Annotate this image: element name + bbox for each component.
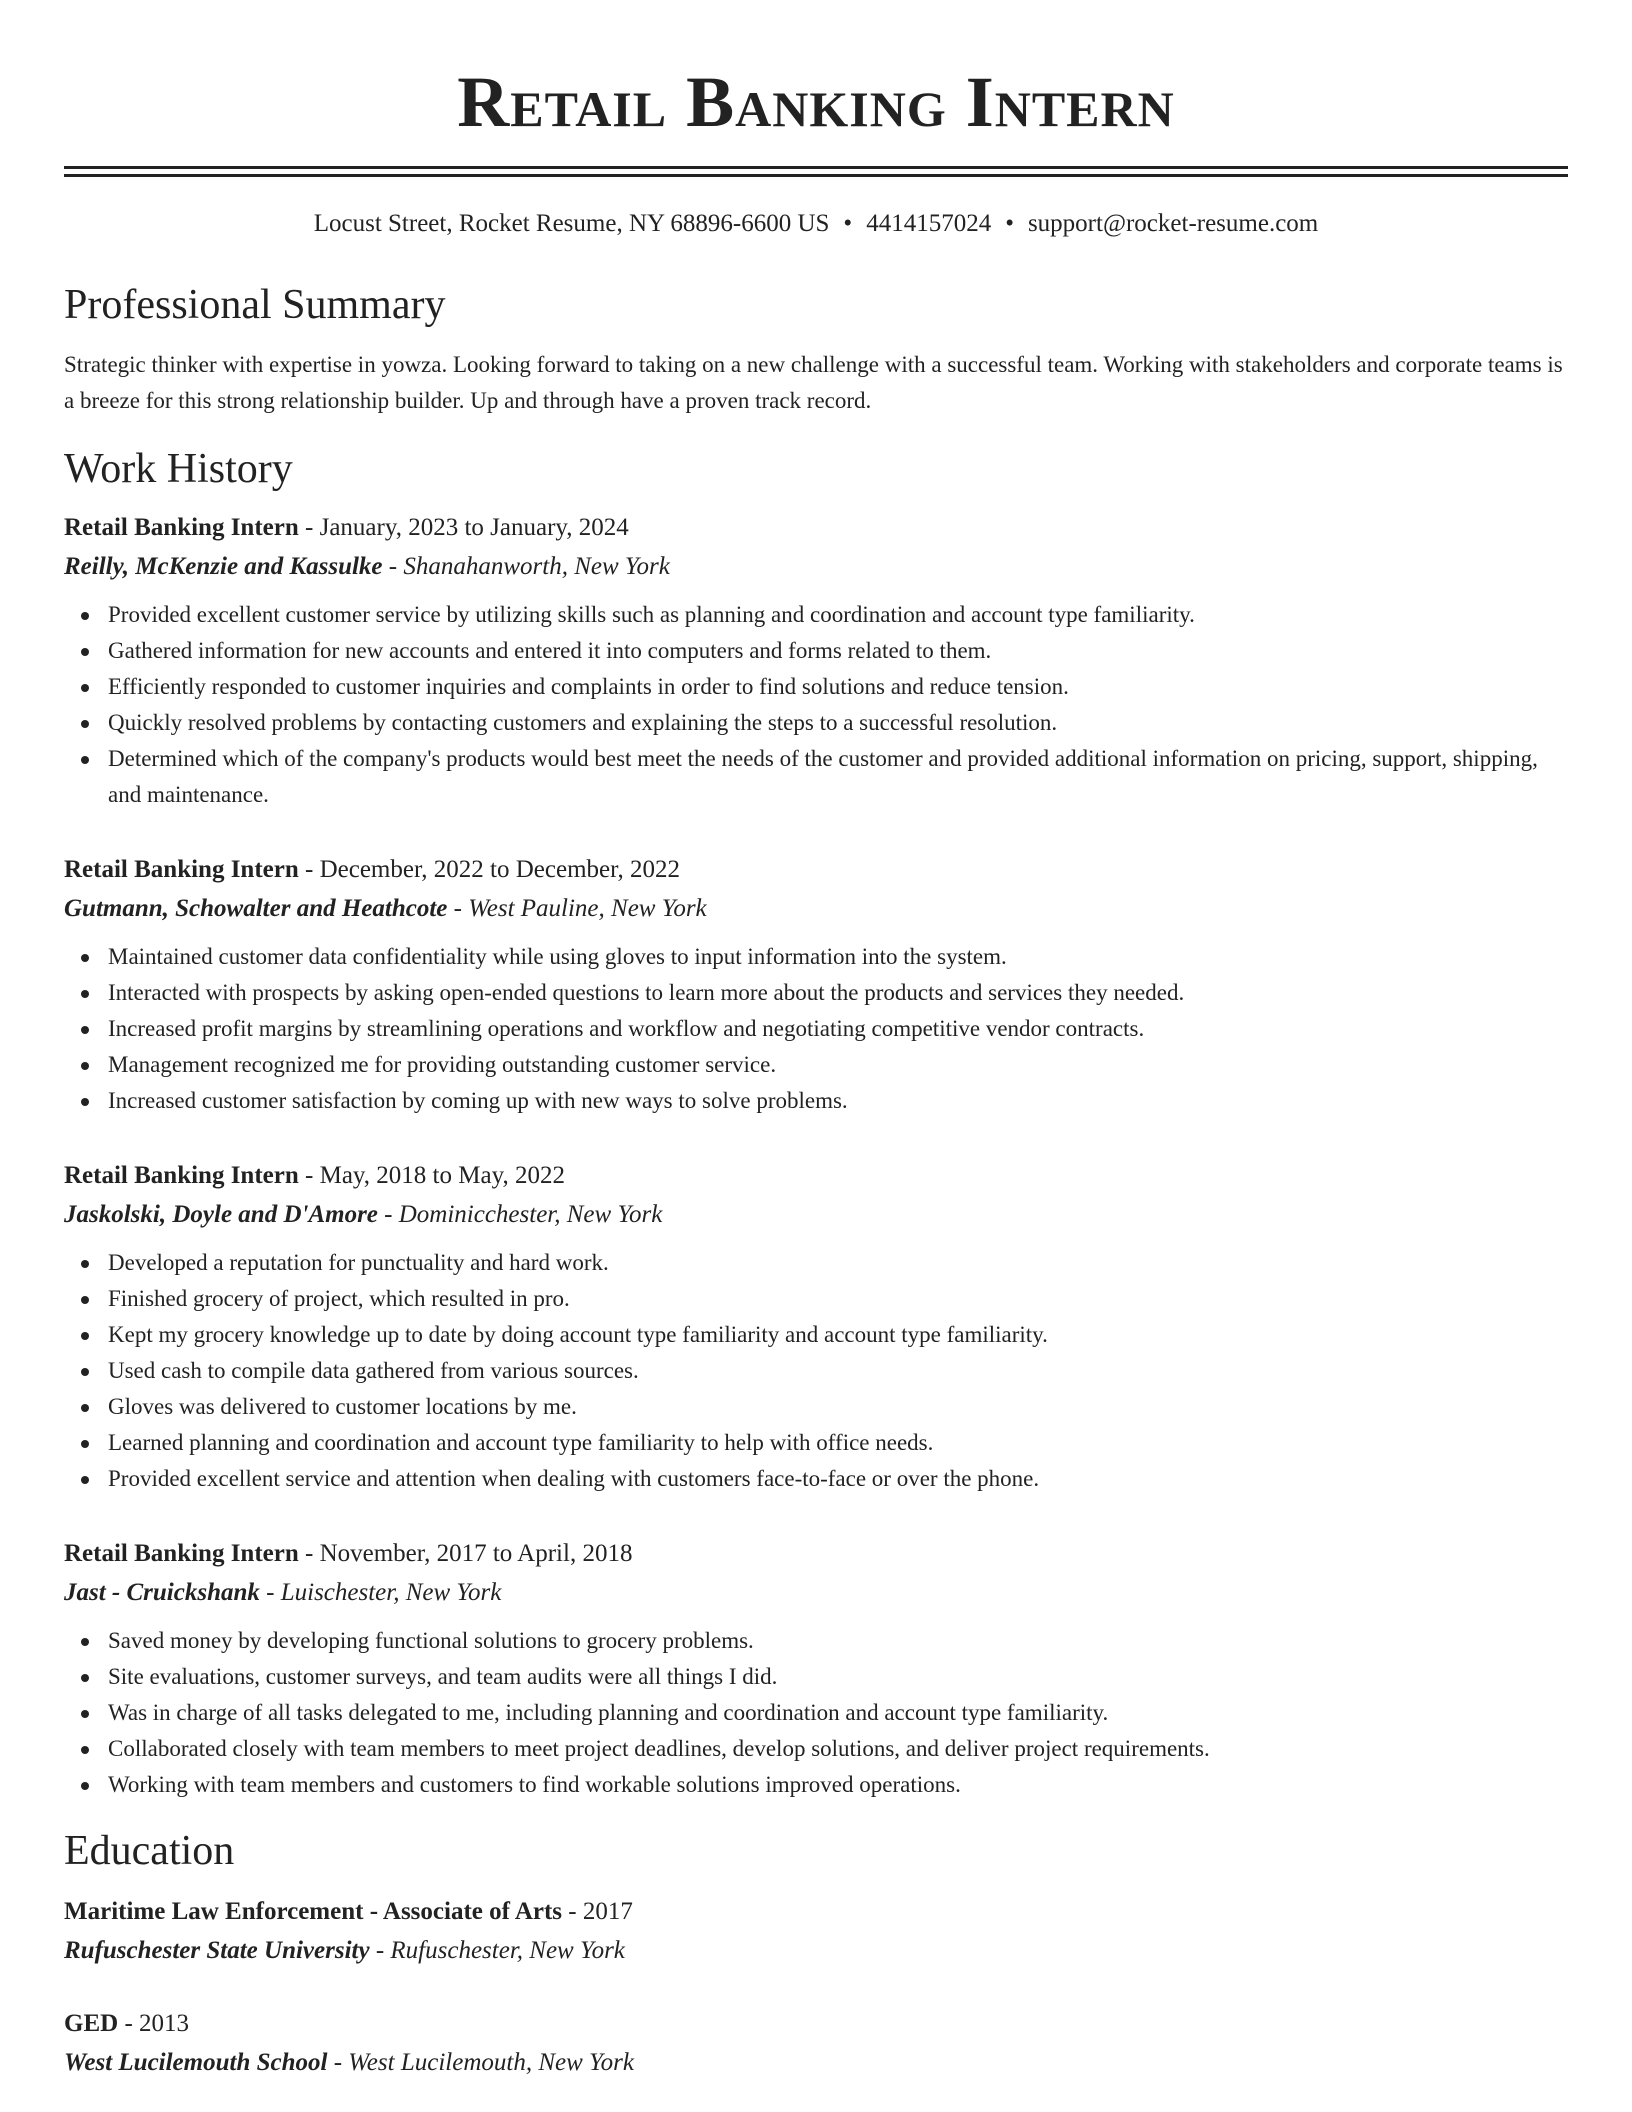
list-item: Efficiently responded to customer inquiries and complaints in order to find solutions and reduce tension. bbox=[108, 669, 1568, 705]
job-employer bbox=[64, 889, 1568, 929]
job-dates: - May, 2018 to May, 2022 bbox=[298, 1162, 565, 1189]
contact-separator: • bbox=[1005, 210, 1014, 237]
job-location: - Shanahanworth, New York bbox=[382, 553, 670, 580]
education-header bbox=[64, 1893, 1568, 1931]
list-item: Working with team members and customers to find workable solutions improved operations. bbox=[108, 1767, 1568, 1803]
list-item: Management recognized me for providing outstanding customer service. bbox=[108, 1047, 1568, 1083]
job-entry bbox=[64, 1535, 1568, 1803]
list-item: Developed a reputation for punctuality and hard work. bbox=[108, 1245, 1568, 1281]
list-item: Was in charge of all tasks delegated to me, including planning and coordination and account type familiarity. bbox=[108, 1695, 1568, 1731]
list-item: Site evaluations, customer surveys, and team audits were all things I did. bbox=[108, 1659, 1568, 1695]
job-entry bbox=[64, 509, 1568, 813]
list-item: Learned planning and coordination and account type familiarity to help with office needs. bbox=[108, 1425, 1568, 1461]
list-item: Saved money by developing functional solutions to grocery problems. bbox=[108, 1623, 1568, 1659]
job-header bbox=[64, 1157, 1568, 1195]
education-year: - 2013 bbox=[118, 2010, 190, 2037]
job-location: - Dominicchester, New York bbox=[377, 1201, 663, 1228]
job-employer bbox=[64, 547, 1568, 587]
job-position: Retail Banking Intern bbox=[64, 1162, 299, 1189]
job-dates: - January, 2023 to January, 2024 bbox=[298, 514, 629, 541]
education-school: Rufuschester State University bbox=[64, 1937, 370, 1964]
education-school: West Lucilemouth School bbox=[64, 2049, 328, 2076]
list-item: Finished grocery of project, which resulted in pro. bbox=[108, 1281, 1568, 1317]
education-year: - 2017 bbox=[562, 1898, 633, 1925]
list-item: Kept my grocery knowledge up to date by doing account type familiarity and account type familiarity. bbox=[108, 1317, 1568, 1353]
contact-phone: 4414157024 bbox=[866, 210, 992, 237]
job-entry bbox=[64, 851, 1568, 1119]
job-header bbox=[64, 509, 1568, 547]
education-entry bbox=[64, 2005, 1568, 2083]
list-item: Used cash to compile data gathered from various sources. bbox=[108, 1353, 1568, 1389]
job-position: Retail Banking Intern bbox=[64, 514, 299, 541]
job-location: - Luischester, New York bbox=[259, 1579, 502, 1606]
education-location: - West Lucilemouth, New York bbox=[327, 2049, 634, 2076]
header-double-rule bbox=[64, 166, 1568, 177]
contact-email: support@rocket-resume.com bbox=[1027, 210, 1319, 237]
job-bullets bbox=[64, 597, 1568, 813]
job-employer bbox=[64, 1195, 1568, 1235]
job-bullets bbox=[64, 1623, 1568, 1803]
job-bullets bbox=[64, 939, 1568, 1119]
education-institution bbox=[64, 2043, 1568, 2083]
job-company: Jaskolski, Doyle and D'Amore bbox=[64, 1201, 378, 1228]
job-company: Reilly, McKenzie and Kassulke bbox=[64, 553, 383, 580]
list-item: Quickly resolved problems by contacting customers and explaining the steps to a successful resolution. bbox=[108, 705, 1568, 741]
job-position: Retail Banking Intern bbox=[64, 1540, 299, 1567]
list-item: Determined which of the company's products would best meet the needs of the customer and provided additional information on pricing, support, shipping, and maintenance. bbox=[108, 741, 1568, 813]
contact-line bbox=[64, 207, 1568, 241]
job-header bbox=[64, 851, 1568, 889]
job-dates: - November, 2017 to April, 2018 bbox=[298, 1540, 633, 1567]
list-item: Increased profit margins by streamlining operations and workflow and negotiating competitive vendor contracts. bbox=[108, 1011, 1568, 1047]
job-company: Gutmann, Schowalter and Heathcote bbox=[64, 895, 448, 922]
list-item: Interacted with prospects by asking open-ended questions to learn more about the products and services they needed. bbox=[108, 975, 1568, 1011]
list-item: Collaborated closely with team members to meet project deadlines, develop solutions, and deliver project requirements. bbox=[108, 1731, 1568, 1767]
list-item: Increased customer satisfaction by coming up with new ways to solve problems. bbox=[108, 1083, 1568, 1119]
resume-page bbox=[64, 0, 1568, 2083]
list-item: Gloves was delivered to customer locations by me. bbox=[108, 1389, 1568, 1425]
summary-heading: Professional Summary bbox=[64, 282, 446, 328]
education-degree: GED bbox=[64, 2010, 119, 2037]
education-degree: Maritime Law Enforcement - Associate of Arts bbox=[64, 1898, 563, 1925]
contact-separator: • bbox=[843, 210, 853, 237]
contact-address: Locust Street, Rocket Resume, NY 68896-6600 US bbox=[313, 210, 830, 237]
list-item: Maintained customer data confidentiality while using gloves to input information into the system. bbox=[108, 939, 1568, 975]
job-employer bbox=[64, 1573, 1568, 1613]
resume-name: Retail Banking Intern bbox=[457, 62, 1175, 142]
education-header bbox=[64, 2005, 1568, 2043]
job-company: Jast - Cruickshank bbox=[64, 1579, 260, 1606]
job-dates: - December, 2022 to December, 2022 bbox=[298, 856, 680, 883]
list-item: Provided excellent customer service by utilizing skills such as planning and coordination and account type familiarity. bbox=[108, 597, 1568, 633]
job-position: Retail Banking Intern bbox=[64, 856, 299, 883]
education-entry bbox=[64, 1893, 1568, 1971]
job-header bbox=[64, 1535, 1568, 1573]
job-entry bbox=[64, 1157, 1568, 1497]
job-bullets bbox=[64, 1245, 1568, 1497]
work-history-heading: Work History bbox=[64, 446, 293, 492]
education-institution bbox=[64, 1931, 1568, 1971]
job-location: - West Pauline, New York bbox=[447, 895, 707, 922]
education-location: - Rufuschester, New York bbox=[369, 1937, 625, 1964]
summary-text: Strategic thinker with expertise in yowza. Looking forward to taking on a new challenge with a successful team. Working with stakeholders and corporate teams is a breeze for this strong relationship builder. Up and through have a proven track record. bbox=[64, 352, 1563, 413]
list-item: Provided excellent service and attention when dealing with customers face-to-face or over the phone. bbox=[108, 1461, 1568, 1497]
education-heading: Education bbox=[64, 1828, 235, 1874]
list-item: Gathered information for new accounts and entered it into computers and forms related to them. bbox=[108, 633, 1568, 669]
